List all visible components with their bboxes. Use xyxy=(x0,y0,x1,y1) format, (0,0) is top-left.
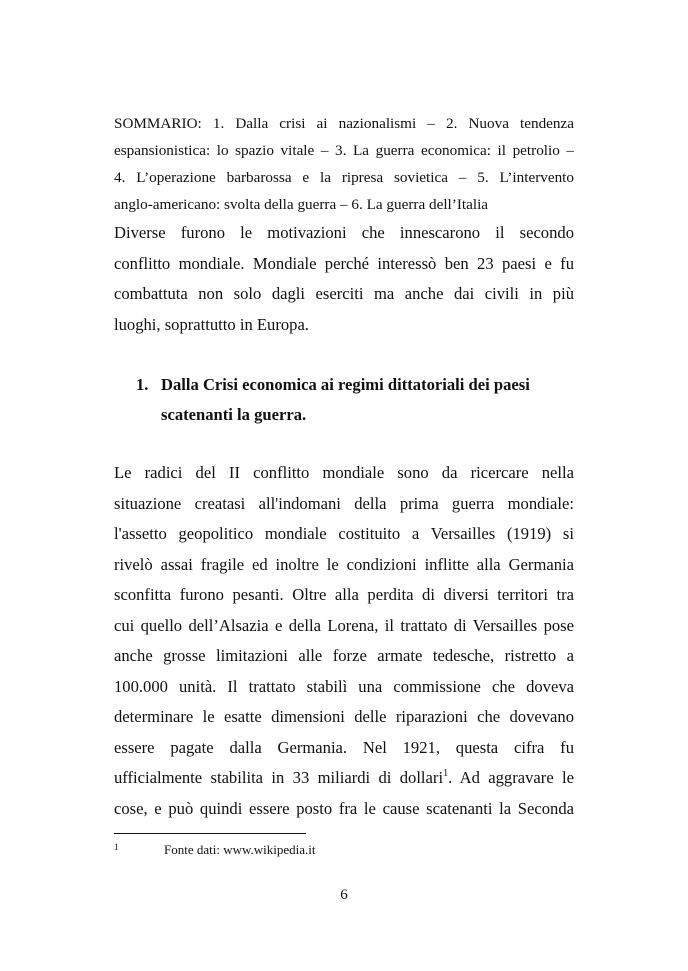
section-heading xyxy=(161,370,581,430)
footnote-number: 1 xyxy=(114,842,119,852)
body-line: rivelò assai fragile ed inoltre le condizioni inflitte alla Germania xyxy=(114,554,574,574)
body-line-with-footnote xyxy=(114,763,574,794)
body-line: essere pagate dalla Germania. Nel 1921, questa cifra fu xyxy=(114,737,574,757)
body-line: Le radici del II conflitto mondiale sono da ricercare nella xyxy=(114,463,574,482)
body-line: cui quello dell’Alsazia e della Lorena, il trattato di Versailles pose xyxy=(114,615,574,635)
summary-line: espansionistica: lo spazio vitale – 3. La guerra economica: il petrolio – xyxy=(114,142,574,159)
summary-line: anglo-americano: svolta della guerra – 6. La guerra dell’Italia xyxy=(114,196,489,213)
body-line: cose, e può quindi essere posto fra le cause scatenanti la Seconda xyxy=(114,798,574,818)
body-line: 100.000 unità. Il trattato stabilì una commissione che doveva xyxy=(114,676,574,696)
summary-line: 4. L’operazione barbarossa e la ripresa sovietica – 5. L’intervento xyxy=(114,169,574,186)
intro-paragraph xyxy=(114,218,574,340)
body-line: anche grosse limitazioni alle forze armate tedesche, ristretto a xyxy=(114,646,574,665)
footnote-reference: 1 xyxy=(443,768,449,779)
section-heading-line: scatenanti la guerra. xyxy=(161,405,307,424)
footnote-separator xyxy=(114,833,306,834)
section-heading-line: Dalla Crisi economica ai regimi dittatoriali dei paesi xyxy=(161,375,530,394)
intro-line: Diverse furono le motivazioni che innescarono il secondo xyxy=(114,223,574,242)
intro-line: conflitto mondiale. Mondiale perché interessò ben 23 paesi e fu xyxy=(114,253,574,273)
body-line: determinare le esatte dimensioni delle riparazioni che dovevano xyxy=(114,707,574,726)
body-line-text: . Ad aggravare le xyxy=(448,768,574,787)
section-heading-number: 1. xyxy=(136,375,149,394)
page-number: 6 xyxy=(340,887,348,903)
intro-line: combattuta non solo dagli eserciti ma anche dai civili in più xyxy=(114,284,574,303)
summary-paragraph xyxy=(114,110,574,218)
body-line-text: ufficialmente stabilita in 33 miliardi di dollari xyxy=(114,768,444,787)
footnote-text: Fonte dati: www.wikipedia.it xyxy=(164,842,316,857)
intro-line: luoghi, soprattutto in Europa. xyxy=(114,314,309,334)
body-line: situazione creatasi all'indomani della prima guerra mondiale: xyxy=(114,493,574,513)
body-line: l'assetto geopolitico mondiale costituito a Versailles (1919) si xyxy=(114,524,574,543)
body-paragraph xyxy=(114,458,574,824)
summary-line: SOMMARIO: 1. Dalla crisi ai nazionalismi – 2. Nuova tendenza xyxy=(114,115,574,132)
body-line: sconfitta furono pesanti. Oltre alla perdita di diversi territori tra xyxy=(114,585,574,604)
